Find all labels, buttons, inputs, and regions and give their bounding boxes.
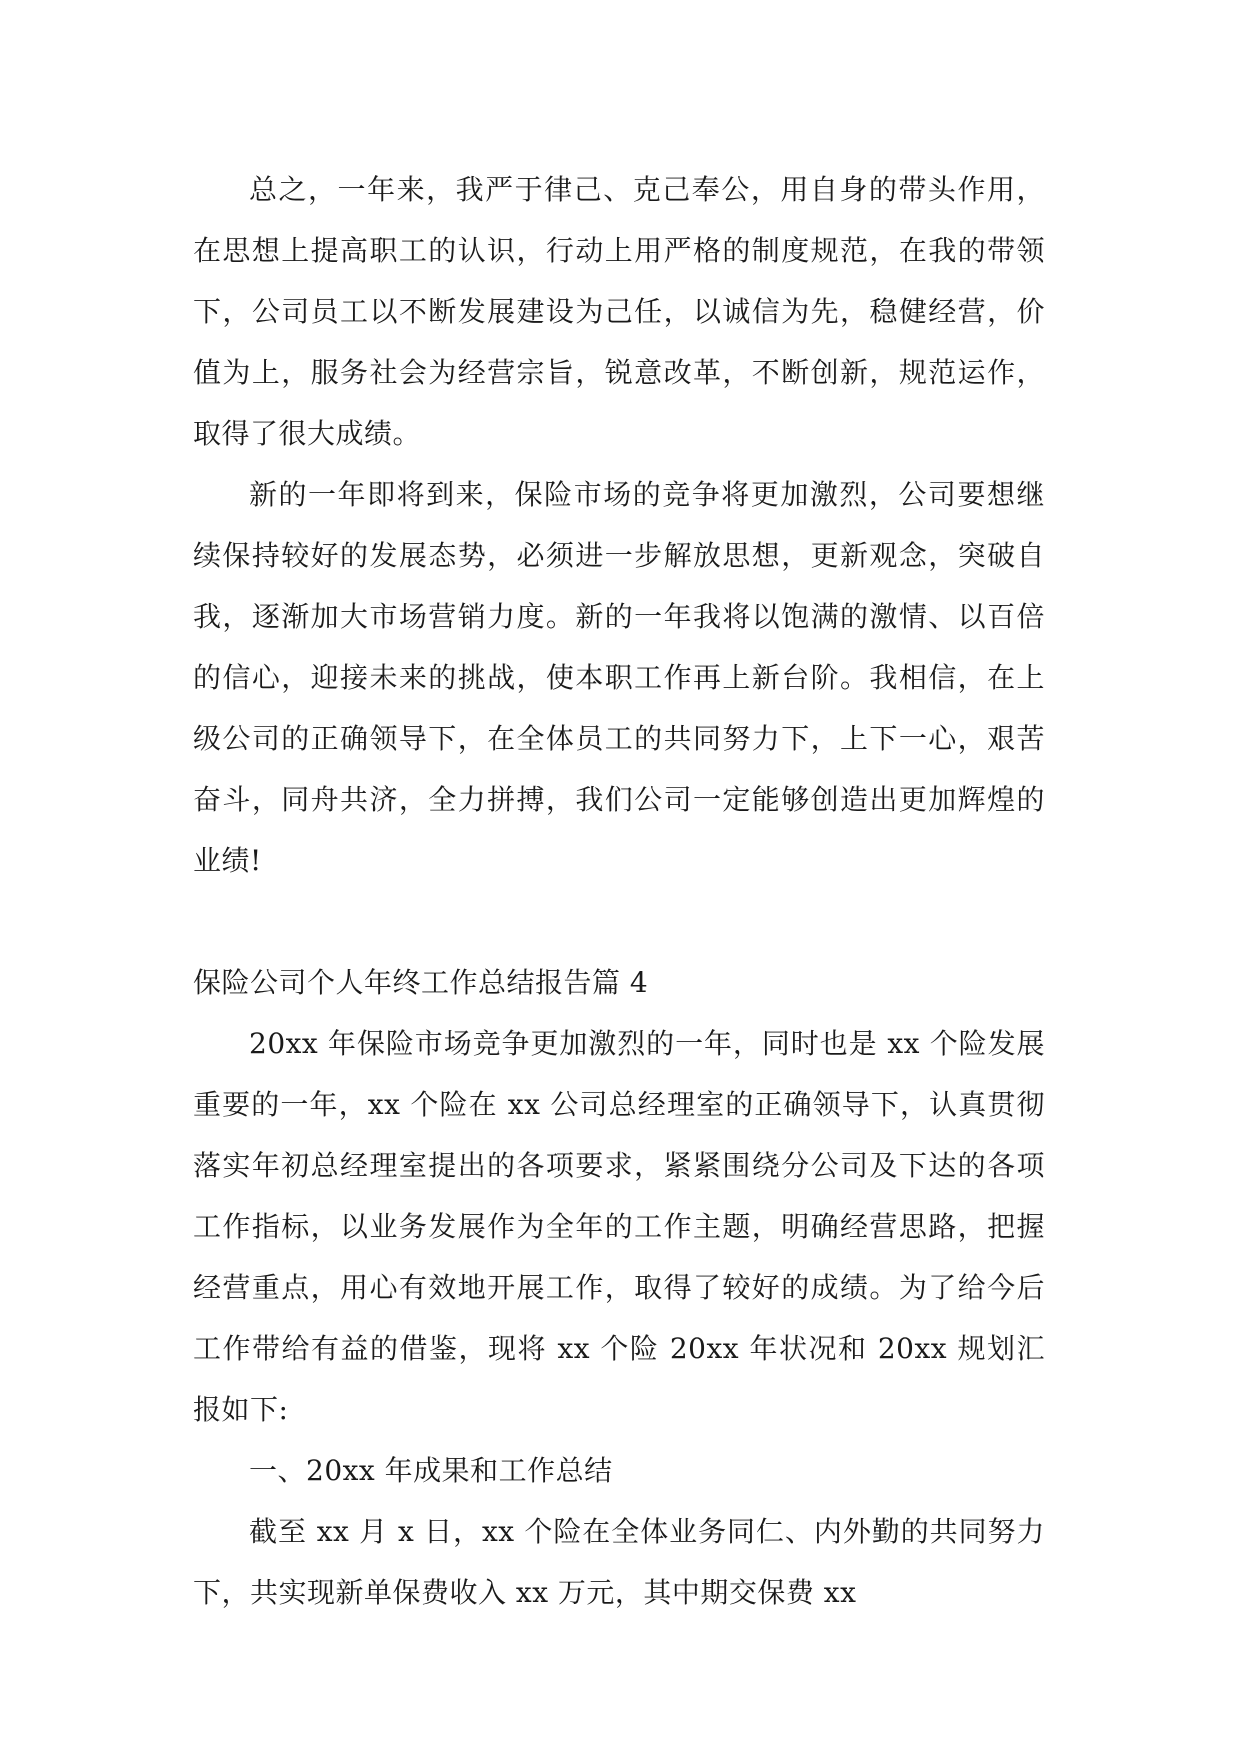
document-body xyxy=(193,159,1045,1623)
paragraph-summary: 总之，一年来，我严于律己、克己奉公，用自身的带头作用，在思想上提高职工的认识，行动上用严格的制度规范，在我的带领下，公司员工以不断发展建设为己任，以诚信为先，稳健经营，价值为上，服务社会为经营宗旨，锐意改革，不断创新，规范运作，取得了很大成绩。 xyxy=(193,173,1045,450)
paragraph-results: 截至 xx 月 x 日，xx 个险在全体业务同仁、内外勤的共同努力下，共实现新单保费收入 xx 万元，其中期交保费 xx xyxy=(193,1515,1045,1609)
paragraph-section-intro: 20xx 年保险市场竞争更加激烈的一年，同时也是 xx 个险发展重要的一年，xx 个险在 xx 公司总经理室的正确领导下，认真贯彻落实年初总经理室提出的各项要求，紧紧围绕分公司及下达的各项工作指标，以业务发展作为全年的工作主题，明确经营思路，把握经营重点，用心有效地开展工作，取得了较好的成绩。为了给今后工作带给有益的借鉴，现将 xx 个险 20xx 年状况和 20xx 规划汇报如下: xyxy=(193,1027,1045,1426)
paragraph-new-year: 新的一年即将到来，保险市场的竞争将更加激烈，公司要想继续保持较好的发展态势，必须进一步解放思想，更新观念，突破自我，逐渐加大市场营销力度。新的一年我将以饱满的激情、以百倍的信心，迎接未来的挑战，使本职工作再上新台阶。我相信，在上级公司的正确领导下，在全体员工的共同努力下，上下一心，艰苦奋斗，同舟共济，全力拼搏，我们公司一定能够创造出更加辉煌的业绩! xyxy=(193,478,1045,877)
section-title: 保险公司个人年终工作总结报告篇 4 xyxy=(193,966,649,999)
subsection-heading: 一、20xx 年成果和工作总结 xyxy=(249,1454,613,1487)
